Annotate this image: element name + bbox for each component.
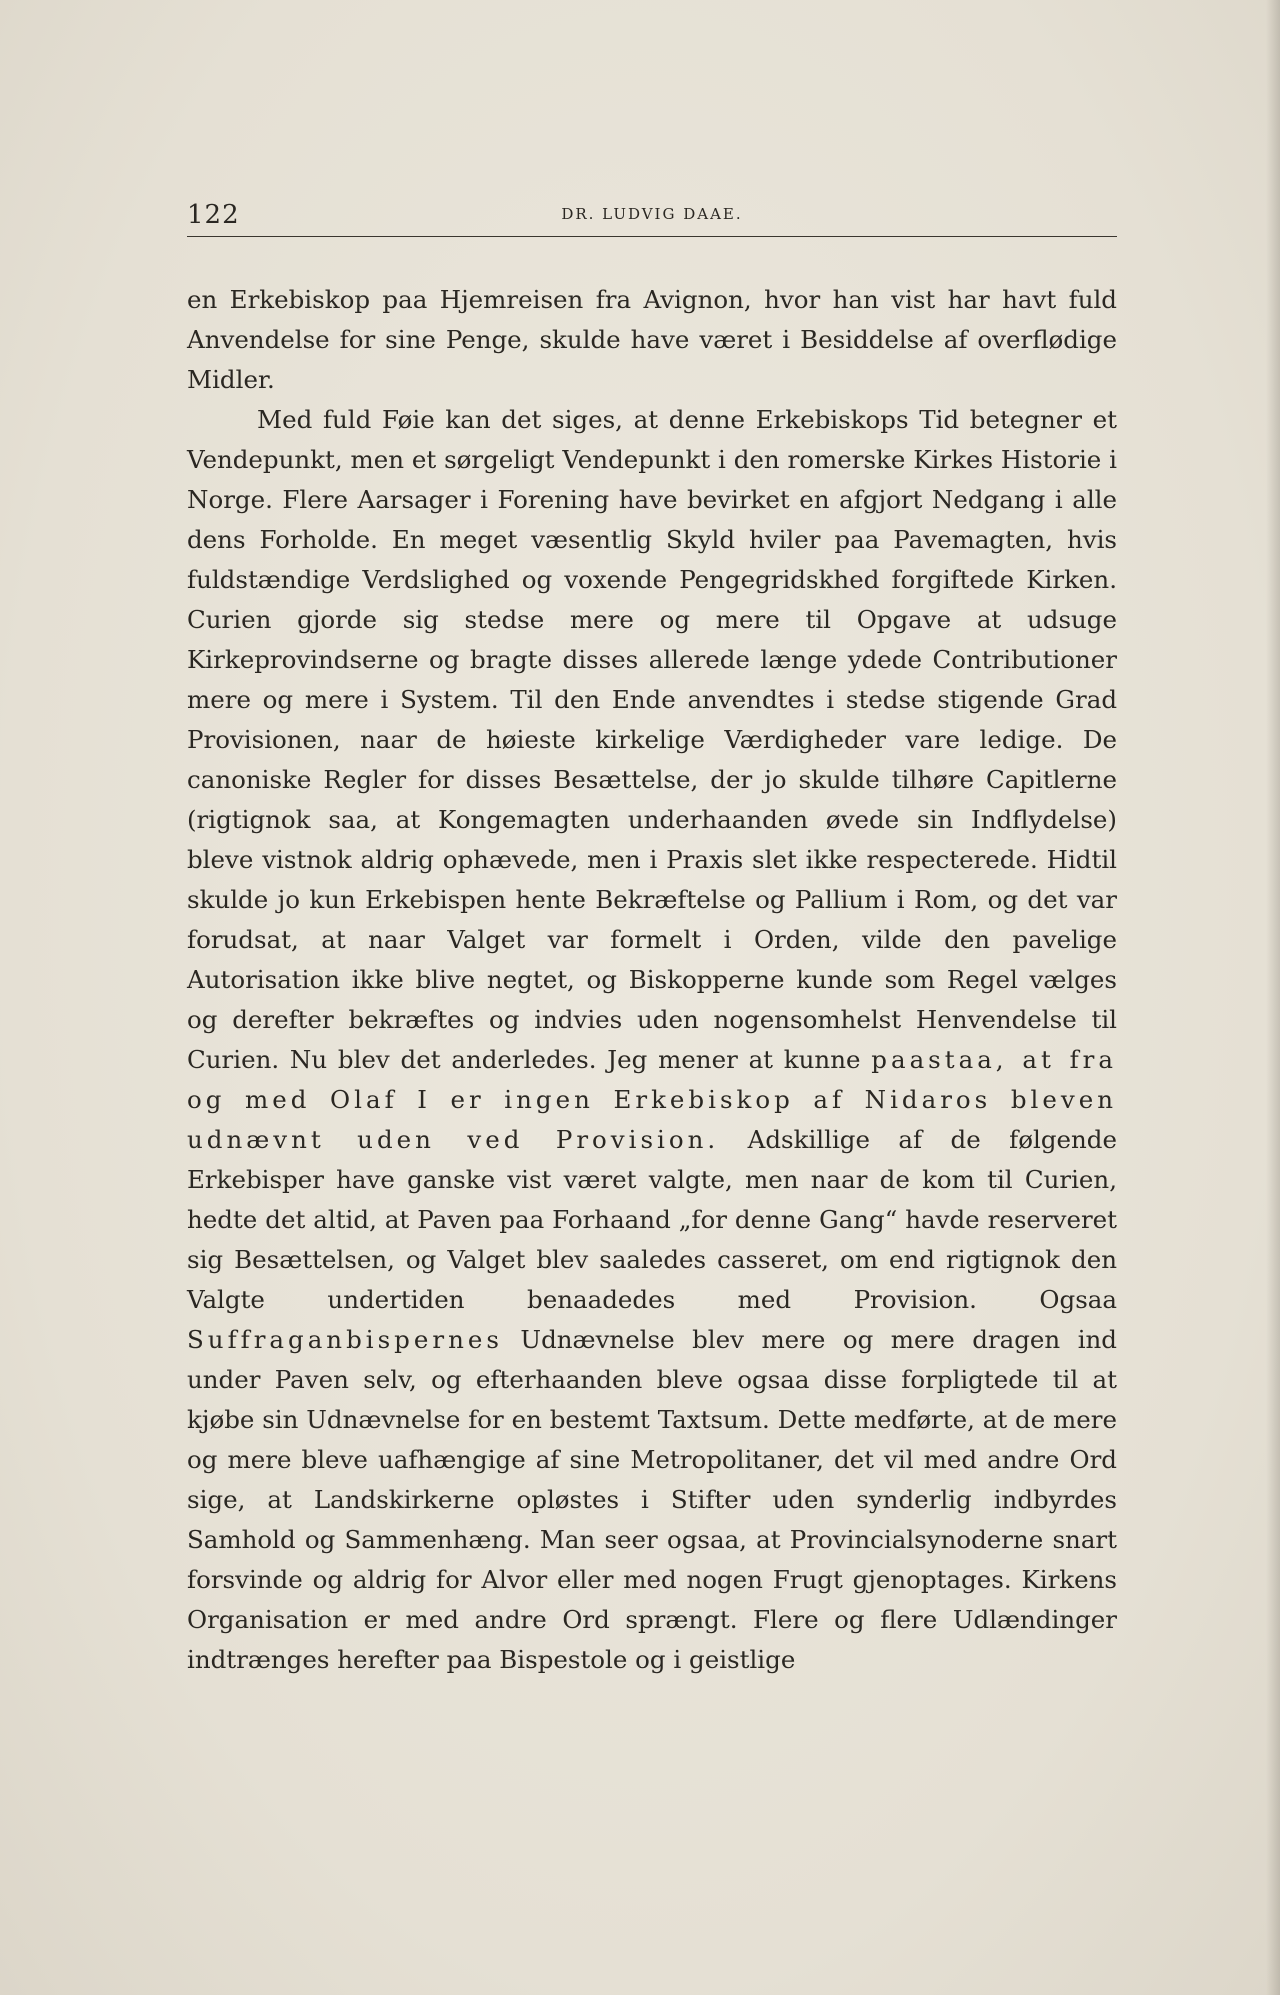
page-edge-shadow	[1266, 0, 1280, 1995]
emphasis-spaced-2: Suffraganbispernes	[187, 1325, 503, 1354]
paragraph-2-part-b: Adskillige af de følgende Erkebisper have ganske vist været valgte, men naar de kom til Curien, hedte det altid, at Paven paa Forhaand „for denne Gang“ havde reserveret sig Besættelsen, og Valget blev saaledes casseret, om end rigtignok den Valgte undertiden benaadedes med Provision. Ogsaa	[187, 1125, 1117, 1314]
paragraph-2	[187, 400, 1117, 1680]
emphasis-spaced-1: paastaa, at fra og med Olaf I er ingen Erkebiskop af Nidaros bleven udnævnt uden ved Provision.	[187, 1045, 1117, 1154]
paragraph-2-part-c: Udnævnelse blev mere og mere dragen ind under Paven selv, og efterhaanden bleve ogsaa disse forpligtede til at kjøbe sin Udnævnelse for en bestemt Taxtsum. Dette medførte, at de mere og mere bleve uafhængige af sine Metropolitaner, det vil med andre Ord sige, at Landskirkerne opløstes i Stifter uden synderlig indbyrdes Samhold og Sammenhæng. Man seer ogsaa, at Provincialsynoderne snart forsvinde og aldrig for Alvor eller med nogen Frugt gjenoptages. Kirkens Organisation er med andre Ord sprængt. Flere og flere Udlændinger indtrænges herefter paa Bispestole og i geistlige	[187, 1325, 1117, 1674]
paragraph-1: en Erkebiskop paa Hjemreisen fra Avignon, hvor han vist har havt fuld Anvendelse for sine Penge, skulde have været i Besiddelse af overflødige Midler.	[187, 285, 1117, 394]
page-number: 122	[187, 200, 240, 230]
body-text	[187, 280, 1117, 1680]
paragraph-2-part-a: Med fuld Føie kan det siges, at denne Erkebiskops Tid betegner et Vendepunkt, men et sørgeligt Vendepunkt i den romerske Kirkes Historie i Norge. Flere Aarsager i Forening have bevirket en afgjort Nedgang i alle dens Forholde. En meget væsentlig Skyld hviler paa Pavemagten, hvis fuldstændige Verdslighed og voxende Pengegridskhed forgiftede Kirken. Curien gjorde sig stedse mere og mere til Opgave at udsuge Kirkeprovindserne og bragte disses allerede længe ydede Contributioner mere og mere i System. Til den Ende anvendtes i stedse stigende Grad Provisionen, naar de høieste kirkelige Værdigheder vare ledige. De canoniske Regler for disses Besættelse, der jo skulde tilhøre Capitlerne (rigtignok saa, at Kongemagten underhaanden øvede sin Indflydelse) bleve vistnok aldrig ophævede, men i Praxis slet ikke respecterede. Hidtil skulde jo kun Erkebispen hente Bekræftelse og Pallium i Rom, og det var forudsat, at naar Valget var formelt i Orden, vilde den pavelige Autorisation ikke blive negtet, og Biskopperne kunde som Regel vælges og derefter bekræftes og indvies uden nogensomhelst Henvendelse til Curien. Nu blev det anderledes. Jeg mener at kunne	[187, 405, 1117, 1074]
page-header	[187, 200, 1117, 237]
running-head: DR. LUDVIG DAAE.	[561, 205, 743, 223]
